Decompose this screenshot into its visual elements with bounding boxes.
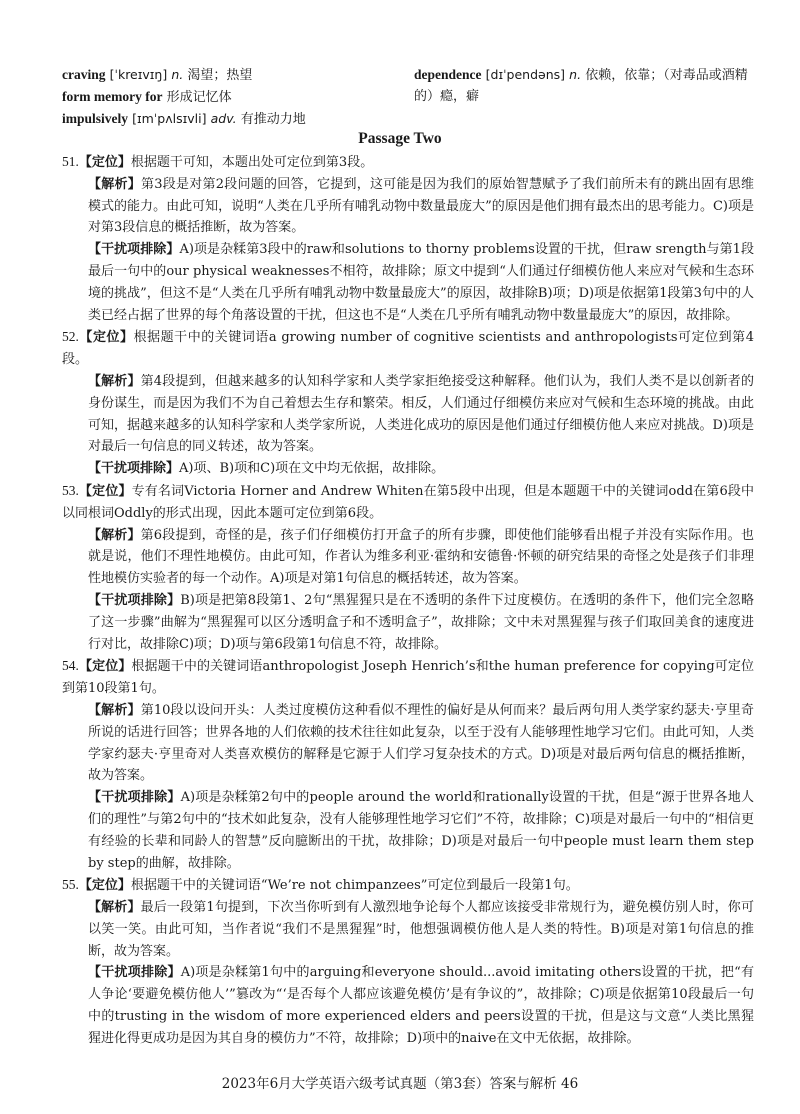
vocab-entry xyxy=(62,64,402,86)
vocab-word: impulsively xyxy=(62,111,129,126)
locate-paragraph xyxy=(62,480,754,525)
page-footer: 2023年6月大学英语六级考试真题（第3套）答案与解析 46 xyxy=(221,1076,579,1092)
paragraph-text: B)项是把第8段第1、2句“黑猩猩只是在不透明的条件下过度模仿。在透明的条件下，他们完全忽略了这一步骤”曲解为“黑猩猩可以区分透明盒子和不透明盒子”，故排除；文中未对黑猩猩与孩子们取回美食的速度进行对比，故排除C)项；D)项与第6段第1句信息不符，故排除。 xyxy=(88,592,754,652)
distractor-paragraph xyxy=(62,787,754,874)
vocab-entry xyxy=(62,86,402,108)
vocab-word: craving xyxy=(62,67,106,82)
section-tag: 【 干扰项排除 】 xyxy=(88,242,179,257)
paragraph-text: 根据题干可知，本题出处可定位到第3段。 xyxy=(130,155,374,170)
paragraph-text: 第6段提到，奇怪的是，孩子们仔细模仿打开盒子的所有步骤，即使他们能够看出棍子并没有实际作用。也就是说，他们不理性地模仿。由此可知，作者认为维多利亚·霍纳和安德鲁·怀顿的研究结果的奇怪之处是孩子们非理性地模仿实验者的每一个动作。A)项是对第1句信息的概括转述，故为答案。 xyxy=(88,527,754,587)
passage-title: Passage Two xyxy=(358,130,442,147)
analysis-paragraph xyxy=(62,525,754,590)
vocab-entry xyxy=(414,64,752,107)
locate-paragraph xyxy=(62,326,754,371)
section-tag: 【 定位 】 xyxy=(79,330,134,345)
vocab-phonetic: [dɪˈpendəns] xyxy=(485,67,566,82)
question-block xyxy=(62,874,754,1049)
section-tag: 【 定位 】 xyxy=(79,484,132,499)
question-number: 55. xyxy=(62,877,79,893)
section-tag: 【 干扰项排除 】 xyxy=(88,461,179,476)
analysis-paragraph xyxy=(62,897,754,962)
vocab-meaning: 渴望；热望 xyxy=(187,68,253,83)
question-block xyxy=(62,151,754,326)
paragraph-text: 第4段提到，但越来越多的认知科学家和人类学家拒绝接受这种解释。他们认为，我们人类不是以创新者的身份谋生，而是因为我们不为自己着想去生存和繁荣。相反，人们通过仔细模仿来应对气候和生态环境的挑战。由此可知，据越来越多的认知科学家和人类学家所说，人类进化成功的原因是他们通过仔细模仿他人来应对挑战。D)项是对最后一句信息的同义转述，故为答案。 xyxy=(88,373,754,455)
paragraph-text: A)项是杂糅第3段中的raw和solutions to thorny problems设置的干扰，但raw srength与第1段最后一句中的our physical weaknesses不相符，故排除；原文中提到“人们通过仔细模仿他人来应对气候和生态环境的挑战”，但这不是“人类在几乎所有哺乳动物中数量最庞大”的原因，故排除B)项；D)项是依据第1段第3句中的人类已经占据了世界的每个角落设置的干扰，但这也不是“人类在几乎所有哺乳动物中数量最庞大”的原因，故排除。 xyxy=(88,242,754,323)
section-tag: 【 定位 】 xyxy=(79,878,131,893)
distractor-paragraph xyxy=(62,239,754,326)
paragraph-text: 根据题干中的关键词语anthropologist Joseph Henrich’s和the human preference for copying可定位到第10段第1句。 xyxy=(62,659,754,697)
section-tag: 【 干扰项排除 】 xyxy=(88,790,181,805)
question-block xyxy=(62,326,754,480)
distractor-paragraph xyxy=(62,590,754,655)
section-tag: 【 干扰项排除 】 xyxy=(88,965,181,980)
locate-paragraph xyxy=(62,874,754,897)
section-tag: 【 解析 】 xyxy=(88,900,141,915)
vocabulary-column-left xyxy=(62,64,402,130)
paragraph-text: 专有名词Victoria Horner and Andrew Whiten在第5段中出现，但是本题题干中的关键词odd在第6段中以同根词Oddly的形式出现，因此本题可定位到第6段。 xyxy=(62,483,754,521)
paragraph-text: 最后一段第1句提到，下次当你听到有人激烈地争论每个人都应该接受非常规行为，避免模仿别人时，你可以笑一笑。由此可知，当作者说“我们不是黑猩猩”时，他想强调模仿他人是人类的特性。B)项是对第1句信息的推断，故为答案。 xyxy=(88,900,754,959)
section-tag: 【 干扰项排除 】 xyxy=(88,593,180,608)
locate-paragraph xyxy=(62,655,754,700)
section-tag: 【 解析 】 xyxy=(88,374,141,389)
paragraph-text: 根据题干中的关键词语a growing number of cognitive scientists and anthropologists可定位到第4段。 xyxy=(62,330,754,368)
analysis-paragraph xyxy=(62,700,754,787)
section-tag: 【 解析 】 xyxy=(88,177,141,192)
analysis-paragraph xyxy=(62,371,754,458)
vocab-phonetic: [ˈkreɪvɪŋ] xyxy=(109,67,168,82)
question-block xyxy=(62,480,754,655)
paragraph-text: A)项是杂糅第1句中的arguing和everyone should...avoid imitating others设置的干扰，把“有人争论‘要避免模仿他人’”篡改为“‘是否每个人都应该避免模仿’是有争议的”，故排除；C)项是依据第10段最后一句中的trusting in the wisdom of more experienced elders and peers设置的干扰，但是这与文意“人类比黑猩猩进化得更成功是因为其自身的模仿力”不符，故排除；D)项中的naive在文中无依据，故排除。 xyxy=(88,965,754,1046)
vocab-meaning: 有推动力地 xyxy=(240,112,306,127)
vocab-word: form memory for xyxy=(62,89,163,104)
vocab-part-of-speech: n. xyxy=(171,67,184,82)
question-number: 54. xyxy=(62,658,79,674)
vocab-part-of-speech: adv. xyxy=(210,111,237,126)
distractor-paragraph xyxy=(62,962,754,1049)
vocab-entry xyxy=(62,108,402,130)
locate-paragraph xyxy=(62,151,754,174)
section-tag: 【 解析 】 xyxy=(88,703,141,718)
vocab-meaning: 形成记忆体 xyxy=(166,90,232,105)
vocab-phonetic: [ɪmˈpʌlsɪvli] xyxy=(132,111,207,126)
paragraph-text: A)项是杂糅第2句中的people around the world和rationally设置的干扰，但是“源于世界各地人们的理性”与第2句中的“技术如此复杂，没有人能够理性地学习它们”不符，故排除；C)项是对最后一句中的“相信更有经验的长辈和同龄人的智慧”反向臆断出的干扰，故排除；D)项是对最后一句中people must learn them step by step的曲解，故排除。 xyxy=(88,790,754,871)
paragraph-text: A)项、B)项和C)项在文中均无依据，故排除。 xyxy=(179,461,445,477)
paragraph-text: 第10段以设问开头：人类过度模仿这种看似不理性的偏好是从何而来？最后两句用人类学家约瑟夫·亨里奇所说的话进行回答；世界各地的人们依赖的技术往往如此复杂，以至于没有人能够理性地学习它们。由此可知，人类学家约瑟夫·亨里奇对人类喜欢模仿的解释是它源于人们学习复杂技术的方式。D)项是对最后两句信息的概括推断，故为答案。 xyxy=(88,702,754,784)
paragraph-text: 第3段是对第2段问题的回答，它提到，这可能是因为我们的原始智慧赋予了我们前所未有的跳出固有思维模式的能力。由此可知，说明“人类在几乎所有哺乳动物中数量最庞大”的原因是他们拥有最杰出的思考能力。C)项是对第3段信息的概括推断，故为答案。 xyxy=(88,176,754,236)
analysis-paragraph xyxy=(62,174,754,239)
paragraph-text: 根据题干中的关键词语“We’re not chimpanzees”可定位到最后一段第1句。 xyxy=(130,878,579,894)
section-tag: 【 定位 】 xyxy=(79,155,131,170)
question-number: 51. xyxy=(62,154,79,169)
vocabulary-column-right xyxy=(414,64,752,107)
section-tag: 【 定位 】 xyxy=(79,659,132,674)
vocab-part-of-speech: n. xyxy=(569,67,582,82)
question-number: 53. xyxy=(62,482,79,498)
answer-analysis xyxy=(62,151,754,1050)
vocab-meaning: 依赖，依靠；（对毒品或酒精的）瘾，癖 xyxy=(414,68,748,104)
question-block xyxy=(62,655,754,874)
distractor-paragraph xyxy=(62,458,754,480)
section-tag: 【 解析 】 xyxy=(88,528,141,543)
vocab-word: dependence xyxy=(414,67,482,82)
question-number: 52. xyxy=(62,329,79,345)
